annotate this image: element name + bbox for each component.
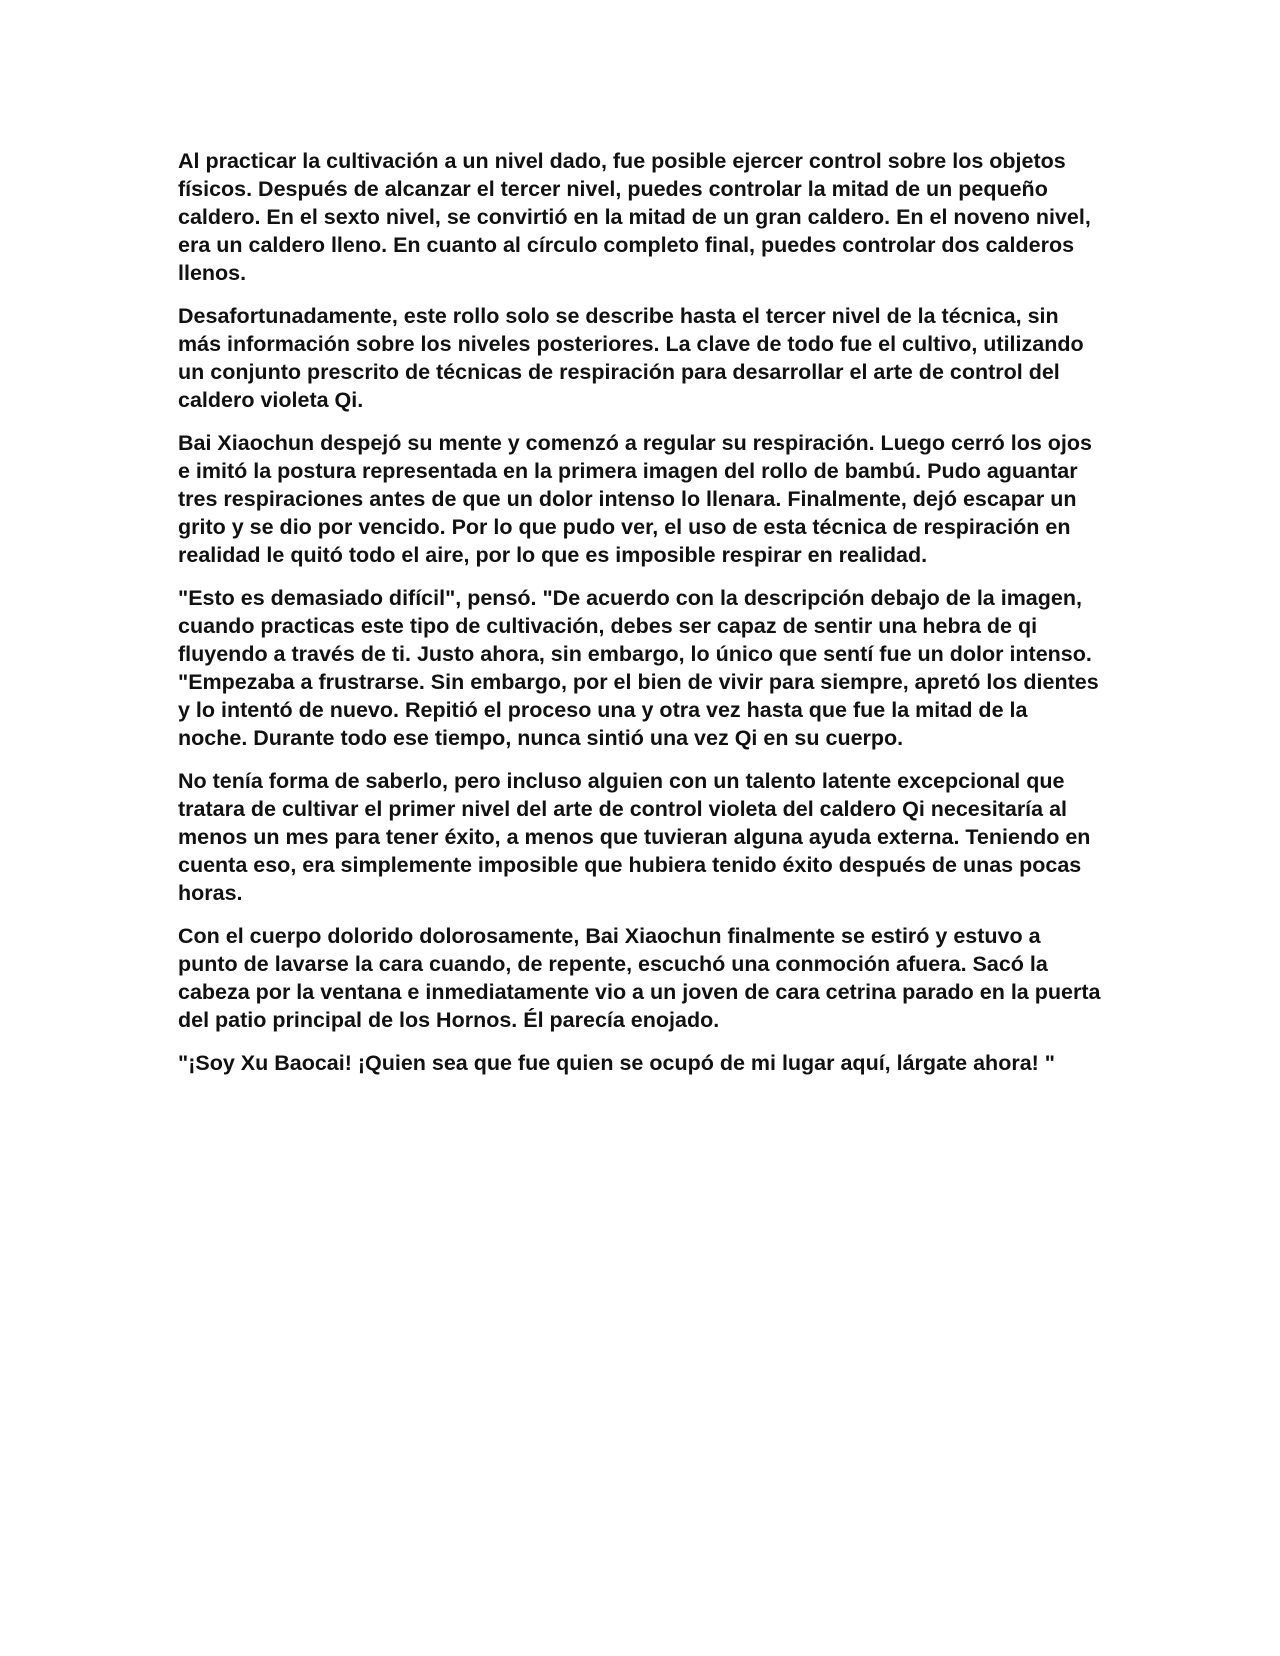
paragraph-2: Desafortunadamente, este rollo solo se describe hasta el tercer nivel de la técnica, sin más información sobre los niveles posteriores. La clave de todo fue el cultivo, utilizando un conjunto prescrito de técnicas de respiración para desarrollar el arte de control del caldero violeta Qi. <box>178 304 1084 412</box>
paragraph-1: Al practicar la cultivación a un nivel dado, fue posible ejercer control sobre los objetos físicos. Después de alcanzar el tercer nivel, puedes controlar la mitad de un pequeño caldero. En el sexto nivel, se convirtió en la mitad de un gran caldero. En el noveno nivel, era un caldero lleno. En cuanto al círculo completo final, puedes controlar dos calderos llenos. <box>178 149 1091 285</box>
paragraph-4: "Esto es demasiado difícil", pensó. "De acuerdo con la descripción debajo de la imagen, cuando practicas este tipo de cultivación, debes ser capaz de sentir una hebra de qi fluyendo a través de ti. Justo ahora, sin embargo, lo único que sentí fue un dolor intenso. "Empezaba a frustrarse. Sin embargo, por el bien de vivir para siempre, apretó los dientes y lo intentó de nuevo. Repitió el proceso una y otra vez hasta que fue la mitad de la noche. Durante todo ese tiempo, nunca sintió una vez Qi en su cuerpo. <box>178 586 1099 750</box>
paragraph-7: "¡Soy Xu Baocai! ¡Quien sea que fue quien se ocupó de mi lugar aquí, lárgate ahora! " <box>178 1051 1055 1075</box>
paragraph-5: No tenía forma de saberlo, pero incluso alguien con un talento latente excepcional que tratara de cultivar el primer nivel del arte de control violeta del caldero Qi necesitaría al menos un mes para tener éxito, a menos que tuvieran alguna ayuda externa. Teniendo en cuenta eso, era simplemente imposible que hubiera tenido éxito después de unas pocas horas. <box>178 769 1091 905</box>
paragraph-6: Con el cuerpo dolorido dolorosamente, Bai Xiaochun finalmente se estiró y estuvo a punto de lavarse la cara cuando, de repente, escuchó una conmoción afuera. Sacó la cabeza por la ventana e inmediatamente vio a un joven de cara cetrina parado en la puerta del patio principal de los Hornos. Él parecía enojado. <box>178 924 1101 1032</box>
document-body <box>178 147 1102 1092</box>
paragraph-3: Bai Xiaochun despejó su mente y comenzó a regular su respiración. Luego cerró los ojos e imitó la postura representada en la primera imagen del rollo de bambú. Pudo aguantar tres respiraciones antes de que un dolor intenso lo llenara. Finalmente, dejó escapar un grito y se dio por vencido. Por lo que pudo ver, el uso de esta técnica de respiración en realidad le quitó todo el aire, por lo que es imposible respirar en realidad. <box>178 431 1092 567</box>
